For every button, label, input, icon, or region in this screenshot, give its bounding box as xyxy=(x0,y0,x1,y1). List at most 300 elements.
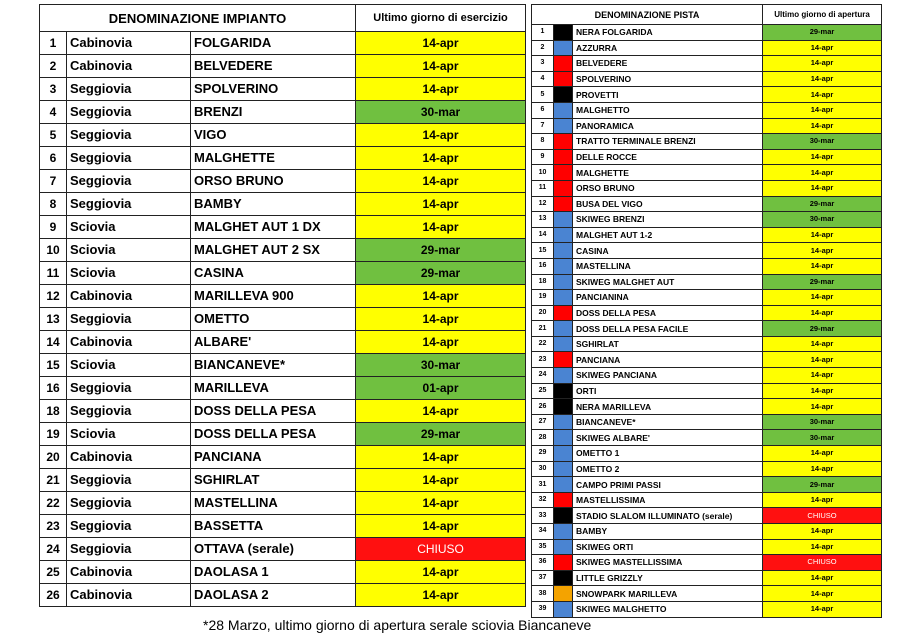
lift-number: 24 xyxy=(40,538,67,561)
slope-name: PANCIANA xyxy=(573,352,763,368)
table-row xyxy=(40,308,526,331)
lift-type: Cabinovia xyxy=(67,331,191,354)
slope-number: 8 xyxy=(532,134,554,150)
lift-number: 9 xyxy=(40,216,67,239)
table-row xyxy=(40,216,526,239)
table-row xyxy=(40,147,526,170)
slope-number: 28 xyxy=(532,430,554,446)
lift-name: MARILLEVA 900 xyxy=(191,285,356,308)
table-row xyxy=(40,515,526,538)
slope-name: AZZURRA xyxy=(573,40,763,56)
table-row xyxy=(532,586,882,602)
table-row xyxy=(532,321,882,337)
slope-difficulty-swatch xyxy=(554,40,573,56)
slope-last-day: 14-apr xyxy=(763,492,882,508)
slope-name: SPOLVERINO xyxy=(573,71,763,87)
lift-name: ORSO BRUNO xyxy=(191,170,356,193)
lift-name: MALGHET AUT 1 DX xyxy=(191,216,356,239)
table-row xyxy=(532,539,882,555)
lift-number: 10 xyxy=(40,239,67,262)
slope-difficulty-swatch xyxy=(554,399,573,415)
lifts-body xyxy=(40,32,526,607)
table-row xyxy=(532,40,882,56)
slope-last-day: 14-apr xyxy=(763,399,882,415)
slope-difficulty-swatch xyxy=(554,165,573,181)
lift-last-day: 14-apr xyxy=(356,147,526,170)
table-row xyxy=(532,274,882,290)
table-row xyxy=(40,584,526,607)
slope-number: 13 xyxy=(532,212,554,228)
lift-type: Seggiovia xyxy=(67,515,191,538)
slope-name: PANORAMICA xyxy=(573,118,763,134)
slope-number: 18 xyxy=(532,274,554,290)
lift-type: Seggiovia xyxy=(67,170,191,193)
table-row xyxy=(532,258,882,274)
lift-last-day: 14-apr xyxy=(356,492,526,515)
lifts-header-name: DENOMINAZIONE IMPIANTO xyxy=(40,5,356,32)
table-row xyxy=(532,446,882,462)
slope-difficulty-swatch xyxy=(554,290,573,306)
table-row xyxy=(40,285,526,308)
table-row xyxy=(532,492,882,508)
lift-name: DOSS DELLA PESA xyxy=(191,423,356,446)
slope-last-day: 14-apr xyxy=(763,305,882,321)
table-row xyxy=(532,149,882,165)
slope-number: 4 xyxy=(532,71,554,87)
lift-last-day: 14-apr xyxy=(356,331,526,354)
table-row xyxy=(532,414,882,430)
slope-name: DELLE ROCCE xyxy=(573,149,763,165)
lift-number: 6 xyxy=(40,147,67,170)
lift-number: 20 xyxy=(40,446,67,469)
slope-name: BIANCANEVE* xyxy=(573,414,763,430)
lift-type: Sciovia xyxy=(67,354,191,377)
slope-last-day: 14-apr xyxy=(763,539,882,555)
lift-last-day: 29-mar xyxy=(356,239,526,262)
slope-difficulty-swatch xyxy=(554,430,573,446)
lift-last-day: 30-mar xyxy=(356,354,526,377)
slope-last-day: 14-apr xyxy=(763,461,882,477)
slope-number: 22 xyxy=(532,336,554,352)
lift-number: 12 xyxy=(40,285,67,308)
slope-name: MALGHETTO xyxy=(573,102,763,118)
slope-difficulty-swatch xyxy=(554,601,573,617)
slope-last-day: 14-apr xyxy=(763,149,882,165)
slope-last-day: 29-mar xyxy=(763,477,882,493)
lifts-table xyxy=(39,4,526,607)
slopes-header-row xyxy=(532,5,882,25)
lift-name: BAMBY xyxy=(191,193,356,216)
lift-last-day: 29-mar xyxy=(356,423,526,446)
lift-last-day: 14-apr xyxy=(356,561,526,584)
slope-number: 6 xyxy=(532,102,554,118)
slope-name: BUSA DEL VIGO xyxy=(573,196,763,212)
slope-name: MASTELLINA xyxy=(573,258,763,274)
table-row xyxy=(532,87,882,103)
slope-last-day: 14-apr xyxy=(763,102,882,118)
slope-difficulty-swatch xyxy=(554,446,573,462)
slope-last-day: 14-apr xyxy=(763,586,882,602)
slopes-body xyxy=(532,25,882,618)
slope-name: BAMBY xyxy=(573,524,763,540)
lift-name: MALGHET AUT 2 SX xyxy=(191,239,356,262)
table-row xyxy=(532,368,882,384)
lift-name: CASINA xyxy=(191,262,356,285)
slope-name: SGHIRLAT xyxy=(573,336,763,352)
lift-type: Cabinovia xyxy=(67,446,191,469)
slope-number: 19 xyxy=(532,290,554,306)
slope-last-day: 14-apr xyxy=(763,165,882,181)
table-row xyxy=(532,71,882,87)
lift-number: 21 xyxy=(40,469,67,492)
lift-type: Sciovia xyxy=(67,423,191,446)
lift-name: OTTAVA (serale) xyxy=(191,538,356,561)
slope-name: MASTELLISSIMA xyxy=(573,492,763,508)
slope-number: 11 xyxy=(532,180,554,196)
lift-type: Seggiovia xyxy=(67,308,191,331)
slope-name: PANCIANINA xyxy=(573,290,763,306)
lift-number: 23 xyxy=(40,515,67,538)
lift-name: MARILLEVA xyxy=(191,377,356,400)
slope-difficulty-swatch xyxy=(554,570,573,586)
lift-type: Seggiovia xyxy=(67,101,191,124)
table-row xyxy=(40,423,526,446)
lift-type: Cabinovia xyxy=(67,561,191,584)
slope-difficulty-swatch xyxy=(554,227,573,243)
lift-number: 8 xyxy=(40,193,67,216)
slope-name: NERA FOLGARIDA xyxy=(573,25,763,41)
lift-last-day: 14-apr xyxy=(356,515,526,538)
slope-difficulty-swatch xyxy=(554,274,573,290)
slope-name: DOSS DELLA PESA xyxy=(573,305,763,321)
lift-name: DOSS DELLA PESA xyxy=(191,400,356,423)
slope-name: SKIWEG ORTI xyxy=(573,539,763,555)
slope-difficulty-swatch xyxy=(554,25,573,41)
slope-last-day: 14-apr xyxy=(763,227,882,243)
table-row xyxy=(532,383,882,399)
table-row xyxy=(532,477,882,493)
lift-last-day: 14-apr xyxy=(356,32,526,55)
lift-number: 26 xyxy=(40,584,67,607)
slope-last-day: 14-apr xyxy=(763,40,882,56)
slope-difficulty-swatch xyxy=(554,461,573,477)
slope-name: SNOWPARK MARILLEVA xyxy=(573,586,763,602)
lift-name: BASSETTA xyxy=(191,515,356,538)
table-row xyxy=(40,101,526,124)
slope-difficulty-swatch xyxy=(554,492,573,508)
table-row xyxy=(40,193,526,216)
slope-name: SKIWEG BRENZI xyxy=(573,212,763,228)
lift-type: Seggiovia xyxy=(67,400,191,423)
slope-difficulty-swatch xyxy=(554,321,573,337)
table-row xyxy=(532,118,882,134)
slope-number: 9 xyxy=(532,149,554,165)
slope-name: OMETTO 2 xyxy=(573,461,763,477)
table-row xyxy=(40,354,526,377)
lift-name: VIGO xyxy=(191,124,356,147)
slope-last-day: 14-apr xyxy=(763,570,882,586)
lift-number: 5 xyxy=(40,124,67,147)
table-row xyxy=(40,262,526,285)
slope-last-day: 29-mar xyxy=(763,196,882,212)
lift-number: 4 xyxy=(40,101,67,124)
slope-number: 16 xyxy=(532,258,554,274)
table-row xyxy=(532,165,882,181)
lift-number: 7 xyxy=(40,170,67,193)
footnote: *28 Marzo, ultimo giorno di apertura serale sciovia Biancaneve xyxy=(203,617,592,633)
slope-difficulty-swatch xyxy=(554,524,573,540)
lift-number: 16 xyxy=(40,377,67,400)
table-row xyxy=(40,446,526,469)
slope-last-day: 14-apr xyxy=(763,56,882,72)
table-row xyxy=(532,134,882,150)
table-row xyxy=(532,570,882,586)
lift-last-day: 14-apr xyxy=(356,400,526,423)
slope-last-day: 30-mar xyxy=(763,414,882,430)
slope-name: MALGHET AUT 1-2 xyxy=(573,227,763,243)
slope-number: 32 xyxy=(532,492,554,508)
table-row xyxy=(40,400,526,423)
slope-difficulty-swatch xyxy=(554,368,573,384)
slope-last-day: 30-mar xyxy=(763,212,882,228)
lift-type: Cabinovia xyxy=(67,32,191,55)
lift-name: BRENZI xyxy=(191,101,356,124)
slope-difficulty-swatch xyxy=(554,134,573,150)
slope-name: BELVEDERE xyxy=(573,56,763,72)
slope-last-day: 29-mar xyxy=(763,321,882,337)
lift-name: DAOLASA 2 xyxy=(191,584,356,607)
lift-type: Seggiovia xyxy=(67,147,191,170)
slope-difficulty-swatch xyxy=(554,383,573,399)
lift-number: 25 xyxy=(40,561,67,584)
table-row xyxy=(532,555,882,571)
slope-last-day: 14-apr xyxy=(763,368,882,384)
slope-name: LITTLE GRIZZLY xyxy=(573,570,763,586)
slope-last-day: CHIUSO xyxy=(763,555,882,571)
lift-name: SPOLVERINO xyxy=(191,78,356,101)
table-row xyxy=(40,538,526,561)
slope-number: 5 xyxy=(532,87,554,103)
slope-difficulty-swatch xyxy=(554,508,573,524)
slope-name: SKIWEG ALBARE' xyxy=(573,430,763,446)
lift-type: Seggiovia xyxy=(67,124,191,147)
lifts-header-date: Ultimo giorno di esercizio xyxy=(356,5,526,32)
slope-last-day: 14-apr xyxy=(763,336,882,352)
lift-last-day: 14-apr xyxy=(356,55,526,78)
table-row xyxy=(40,492,526,515)
table-row xyxy=(532,601,882,617)
slope-name: SKIWEG MALGHET AUT xyxy=(573,274,763,290)
slope-difficulty-swatch xyxy=(554,305,573,321)
slope-last-day: 14-apr xyxy=(763,601,882,617)
slope-last-day: 29-mar xyxy=(763,274,882,290)
slope-number: 10 xyxy=(532,165,554,181)
slope-difficulty-swatch xyxy=(554,258,573,274)
slope-number: 21 xyxy=(532,321,554,337)
slope-number: 38 xyxy=(532,586,554,602)
slope-difficulty-swatch xyxy=(554,586,573,602)
table-row xyxy=(532,336,882,352)
lift-last-day: 14-apr xyxy=(356,285,526,308)
table-row xyxy=(40,561,526,584)
table-row xyxy=(532,56,882,72)
slope-last-day: 14-apr xyxy=(763,180,882,196)
slopes-header-name: DENOMINAZIONE PISTA xyxy=(532,5,763,25)
lift-number: 18 xyxy=(40,400,67,423)
lift-type: Sciovia xyxy=(67,262,191,285)
table-row xyxy=(40,170,526,193)
table-row xyxy=(532,102,882,118)
slope-name: SKIWEG MASTELLISSIMA xyxy=(573,555,763,571)
table-row xyxy=(532,212,882,228)
slope-name: NERA MARILLEVA xyxy=(573,399,763,415)
table-row xyxy=(532,305,882,321)
slope-last-day: 14-apr xyxy=(763,118,882,134)
slopes-header-date: Ultimo giorno di apertura xyxy=(763,5,882,25)
slope-number: 12 xyxy=(532,196,554,212)
slope-number: 1 xyxy=(532,25,554,41)
table-row xyxy=(532,243,882,259)
slope-number: 29 xyxy=(532,446,554,462)
lift-type: Sciovia xyxy=(67,216,191,239)
slope-last-day: 14-apr xyxy=(763,71,882,87)
lift-last-day: 14-apr xyxy=(356,170,526,193)
table-row xyxy=(40,55,526,78)
slope-number: 33 xyxy=(532,508,554,524)
slope-difficulty-swatch xyxy=(554,539,573,555)
lift-type: Seggiovia xyxy=(67,538,191,561)
slope-difficulty-swatch xyxy=(554,212,573,228)
slope-last-day: 14-apr xyxy=(763,383,882,399)
lift-last-day: 14-apr xyxy=(356,308,526,331)
slope-number: 2 xyxy=(532,40,554,56)
slope-last-day: 14-apr xyxy=(763,87,882,103)
slope-last-day: 14-apr xyxy=(763,524,882,540)
slope-number: 20 xyxy=(532,305,554,321)
slope-number: 26 xyxy=(532,399,554,415)
lift-number: 1 xyxy=(40,32,67,55)
table-row xyxy=(532,524,882,540)
lift-number: 13 xyxy=(40,308,67,331)
table-row xyxy=(532,399,882,415)
slope-number: 7 xyxy=(532,118,554,134)
slope-number: 36 xyxy=(532,555,554,571)
slope-name: ORSO BRUNO xyxy=(573,180,763,196)
slope-number: 3 xyxy=(532,56,554,72)
slope-difficulty-swatch xyxy=(554,555,573,571)
slope-number: 27 xyxy=(532,414,554,430)
table-row xyxy=(40,377,526,400)
slope-difficulty-swatch xyxy=(554,71,573,87)
slope-last-day: 14-apr xyxy=(763,290,882,306)
lift-type: Seggiovia xyxy=(67,377,191,400)
lift-last-day: CHIUSO xyxy=(356,538,526,561)
slope-name: PROVETTI xyxy=(573,87,763,103)
slope-name: CASINA xyxy=(573,243,763,259)
slope-difficulty-swatch xyxy=(554,149,573,165)
lift-name: MASTELLINA xyxy=(191,492,356,515)
slope-last-day: 14-apr xyxy=(763,352,882,368)
lift-number: 19 xyxy=(40,423,67,446)
lift-name: PANCIANA xyxy=(191,446,356,469)
slope-difficulty-swatch xyxy=(554,87,573,103)
lift-last-day: 29-mar xyxy=(356,262,526,285)
slope-difficulty-swatch xyxy=(554,352,573,368)
table-row xyxy=(532,461,882,477)
slope-name: TRATTO TERMINALE BRENZI xyxy=(573,134,763,150)
table-row xyxy=(40,239,526,262)
lift-number: 2 xyxy=(40,55,67,78)
lift-name: FOLGARIDA xyxy=(191,32,356,55)
table-row xyxy=(40,78,526,101)
slope-number: 31 xyxy=(532,477,554,493)
slope-number: 25 xyxy=(532,383,554,399)
table-row xyxy=(532,196,882,212)
slope-difficulty-swatch xyxy=(554,102,573,118)
lift-last-day: 14-apr xyxy=(356,193,526,216)
lift-type: Sciovia xyxy=(67,239,191,262)
slope-number: 34 xyxy=(532,524,554,540)
slope-last-day: 14-apr xyxy=(763,258,882,274)
slope-name: OMETTO 1 xyxy=(573,446,763,462)
lift-number: 15 xyxy=(40,354,67,377)
slope-difficulty-swatch xyxy=(554,414,573,430)
slope-name: DOSS DELLA PESA FACILE xyxy=(573,321,763,337)
slope-last-day: 30-mar xyxy=(763,430,882,446)
table-row xyxy=(40,124,526,147)
lift-name: DAOLASA 1 xyxy=(191,561,356,584)
slope-name: ORTI xyxy=(573,383,763,399)
lift-number: 22 xyxy=(40,492,67,515)
lift-last-day: 14-apr xyxy=(356,584,526,607)
slope-number: 35 xyxy=(532,539,554,555)
slope-difficulty-swatch xyxy=(554,196,573,212)
lift-type: Cabinovia xyxy=(67,584,191,607)
slope-number: 24 xyxy=(532,368,554,384)
table-row xyxy=(532,180,882,196)
lift-type: Cabinovia xyxy=(67,55,191,78)
table-row xyxy=(532,25,882,41)
slope-last-day: 14-apr xyxy=(763,446,882,462)
slope-last-day: 14-apr xyxy=(763,243,882,259)
slope-difficulty-swatch xyxy=(554,243,573,259)
slope-name: STADIO SLALOM ILLUMINATO (serale) xyxy=(573,508,763,524)
lift-last-day: 14-apr xyxy=(356,78,526,101)
slope-difficulty-swatch xyxy=(554,180,573,196)
lifts-header-row xyxy=(40,5,526,32)
table-row xyxy=(532,352,882,368)
lift-type: Cabinovia xyxy=(67,285,191,308)
lift-type: Seggiovia xyxy=(67,492,191,515)
slope-name: CAMPO PRIMI PASSI xyxy=(573,477,763,493)
table-row xyxy=(40,32,526,55)
lift-name: ALBARE' xyxy=(191,331,356,354)
slope-name: MALGHETTE xyxy=(573,165,763,181)
table-row xyxy=(40,469,526,492)
lift-last-day: 14-apr xyxy=(356,446,526,469)
lift-number: 11 xyxy=(40,262,67,285)
slope-name: SKIWEG PANCIANA xyxy=(573,368,763,384)
lift-last-day: 14-apr xyxy=(356,216,526,239)
table-row xyxy=(532,430,882,446)
slope-number: 14 xyxy=(532,227,554,243)
slope-number: 15 xyxy=(532,243,554,259)
lift-last-day: 14-apr xyxy=(356,124,526,147)
table-row xyxy=(532,290,882,306)
slope-number: 23 xyxy=(532,352,554,368)
lift-type: Seggiovia xyxy=(67,78,191,101)
slope-difficulty-swatch xyxy=(554,118,573,134)
